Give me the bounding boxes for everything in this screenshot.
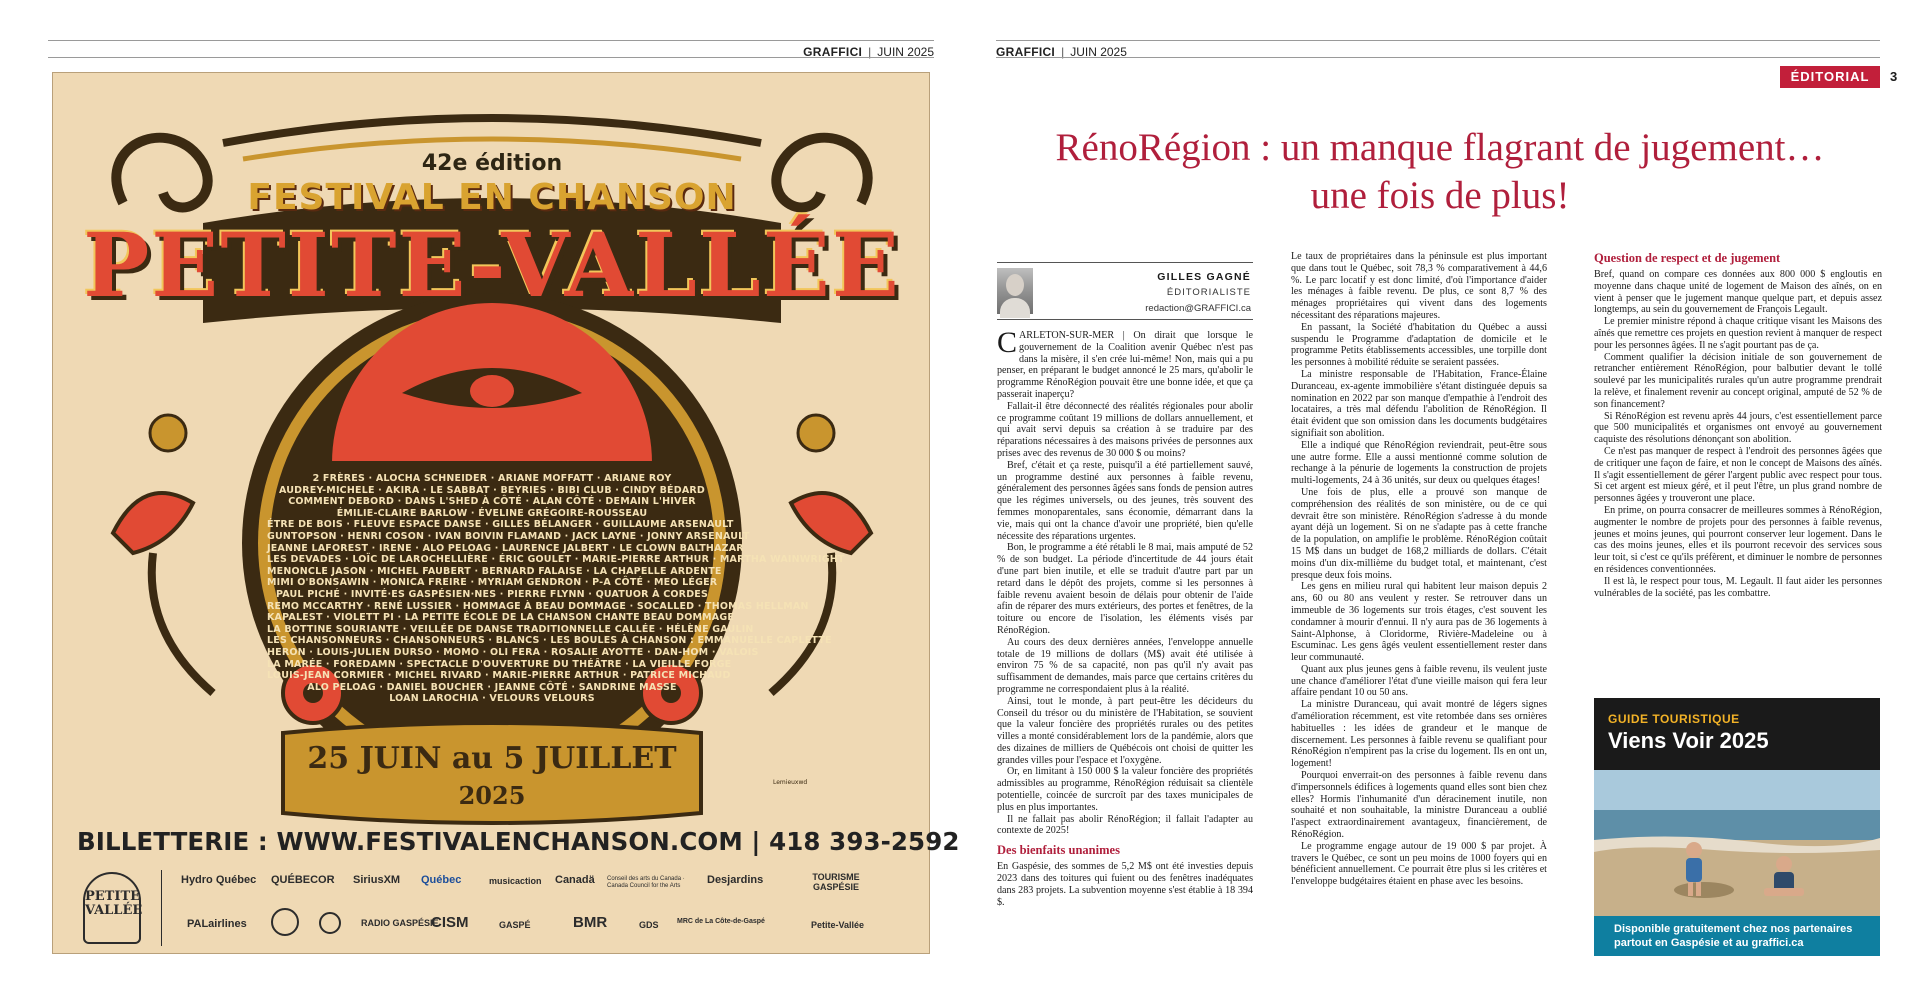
article-paragraph: Bref, quand on compare ces données aux 800 000 $ engloutis en moyenne dans chaque unité de logement de Maison des aînés, on en vient à penser que le jugement manque quelque part, et depuis assez longtemps, au sein du gouvernement de François Legault. bbox=[1594, 269, 1882, 316]
pal-airlines-logo: PALairlines bbox=[187, 918, 247, 930]
ornament-vine bbox=[152, 553, 213, 693]
article-paragraph: Fallait-il être déconnecté des réalités régionales pour abolir ce programme coûtant 19 millions de dollars annuellement, et qui avait servi depuis sa création à se traduire par des réparations nécessaires à des maisons privées de personnes aux prises avec des revenus de 30 000 $ ou moins? bbox=[997, 400, 1253, 459]
poster-festival-title: FESTIVAL EN CHANSON bbox=[247, 177, 737, 218]
running-head-right: GRAFFICI | JUIN 2025 bbox=[996, 40, 1880, 62]
artist-line: MENONCLE JASON · MICHEL FAUBERT · BERNARD FALAISE · LA CHAPELLE ARDENTE bbox=[267, 565, 722, 577]
artist-line: LOAN LAROCHIA · VELOURS VELOURS bbox=[389, 693, 595, 705]
ornament-vine bbox=[771, 553, 832, 693]
emblem-logo bbox=[319, 912, 341, 934]
article-paragraph: Ainsi, tout le monde, à part peut-être les décideurs du Conseil du trésor ou du ministère de l'Habitation, se souvient que la valeur foncière des propriétés rurales ou des petites villes a monté considérablement lors de la pandémie, alors que des dizaines de milliers de Québécois ont choisi de quitter les grandes villes pour l'espace et l'oxygène. bbox=[997, 695, 1253, 766]
artist-line: GUNTOPSON · HENRI COSON · IVAN BOIVIN FLAMAND · JACK LAYNE · JONNY ARSENAULT bbox=[267, 530, 750, 542]
article-paragraph: Le programme engage autour de 19 000 $ par projet. À travers le Québec, ce sont un peu moins de 1000 foyers qui en bénéficient annuellement. Ce pourrait être plus si les critères et l'enveloppe budgétaires étaient en phase avec les besoins. bbox=[1291, 840, 1547, 888]
article-paragraph: Elle a indiqué que RénoRégion reviendrait, peut-être sous une autre forme. Elle a aussi mentionné comme solution de rechange à la pénurie de logements la construction de projets multi-logements, 24 à 36 unités, sur deux ou quelques étages! bbox=[1291, 439, 1547, 487]
article-paragraph: La ministre Duranceau, qui avait montré de légers signes d'amélioration récemment, est vite retombée dans ses ornières habituelles : les idées de grandeur et le manque de discernement. Les personnes à faible revenu se qualifiant pour RénoRégion n'empirent pas la crise du logement. Ils en ont un, logement! bbox=[1291, 699, 1547, 770]
ad-kicker: GUIDE TOURISTIQUE bbox=[1608, 712, 1740, 726]
artist-line: ÉMILIE-CLAIRE BARLOW · ÉVELINE GRÉGOIRE-ROUSSEAU bbox=[336, 507, 648, 519]
article-paragraph: En prime, on pourra consacrer de meilleures sommes à RénoRégion, augmenter le nombre de projets pour des personnes à faible revenus, jeunes et moins jeunes, qui pourront conserver leur logement. Dans le cas des moins jeunes, elles et ils pourront recevoir des services sous leur toit, si c'est ce qu'ils préfèrent, et diminuer le nombre de personnes en résidences conventionnées. bbox=[1594, 504, 1882, 575]
article-paragraph: Il ne fallait pas abolir RénoRégion; il fallait l'adapter au contexte de 2025! bbox=[997, 813, 1253, 837]
headline-line-1: RénoRégion : un manque flagrant de jugement… bbox=[1055, 126, 1825, 169]
canada-logo: Canadä bbox=[555, 874, 595, 886]
eye-pupil bbox=[470, 375, 514, 407]
quebecor-logo: QUÉBECOR bbox=[271, 874, 335, 886]
divider bbox=[48, 57, 934, 58]
crest-logo bbox=[271, 908, 299, 936]
author-name: GILLES GAGNÉ bbox=[1157, 271, 1251, 283]
subheading-bienfaits: Des bienfaits unanimes bbox=[997, 843, 1120, 858]
artist-line: LES CHANSONNEURS · CHANSONNEURS · BLANCS · LES BOULES À CHANSON : EMMANUELLE CAPLETTE bbox=[267, 635, 832, 647]
poster-year: 2025 bbox=[458, 781, 526, 810]
festival-poster-ad bbox=[52, 72, 960, 954]
divider bbox=[161, 870, 162, 946]
ad-title: Viens Voir 2025 bbox=[1608, 728, 1769, 753]
publication-name: GRAFFICI bbox=[803, 45, 863, 59]
petite-vallee-small-logo: Petite-Vallée bbox=[811, 920, 865, 930]
artist-line: LES DEVADES · LOÏC DE LAROCHELLIÈRE · ÉRIC GOULET · MARIE-PIERRE ARTHUR · MARTHA WAINWRIGHT bbox=[267, 554, 845, 566]
article-column-1 bbox=[997, 326, 1253, 908]
section-tag: ÉDITORIAL bbox=[1780, 66, 1880, 88]
article-paragraph: En Gaspésie, des sommes de 5,2 M$ ont été investies depuis 2023 dans des toitures qui fuient ou des fenêtres inadéquates dans 283 projets. La subvention moyenne s'est établie à 18 394 $. bbox=[997, 861, 1253, 908]
article-paragraph: Pourquoi enverrait-on des personnes à faible revenu dans d'impersonnels édifices à logements quand elles sont bien chez elles? Hormis l'inhumanité d'un déracinement inutile, non souhaité et non souhaitable, la ministre Duranceau a oublié l'aspect extraordinairement avantageux, financièrement, de RénoRégion. bbox=[1291, 770, 1547, 841]
conseil-des-arts-logo: Conseil des arts du Canada · Canada Council for the Arts bbox=[607, 876, 685, 889]
artist-line: MIMI O'BONSAWIN · MONICA FREIRE · MYRIAM GENDRON · P-A CÔTÉ · MEO LÉGER bbox=[267, 577, 718, 589]
article-paragraph: Bon, le programme a été rétabli le 8 mai, mais amputé de 52 % de son budget. La période d'incertitude de 44 jours était d'une part bien inutile, et elle se traduit d'autre part par un retard dans le dépôt des projets, comme si les personnes à faible revenu avaient besoin de délais pour obtenir de l'aide afin de réparer des murs extérieurs, des portes et fenêtres, de la toiture ou encore de l'isolation, les éléments visés par RénoRégion. bbox=[997, 542, 1253, 636]
artist-line: HERON · LOUIS-JULIEN DURSO · MOMO · OLI FERA · ROSALIE AYOTTE · DAN-HOM · VALOIS bbox=[267, 646, 759, 658]
issue-date: JUIN 2025 bbox=[1070, 45, 1127, 59]
article-column-2 bbox=[1291, 251, 1547, 888]
artist-line: PAUL PICHÉ · INVITÉ·ES GASPÉSIEN·NES · PIERRE FLYNN · QUATUOR À CORDES bbox=[275, 588, 709, 600]
article-paragraph: Le premier ministre répond à chaque critique visant les Maisons des aînés que remettre ces projets en question revient à manquer de respect pour les personnes âgées. Il ne s'agit pourtant pas de ça. bbox=[1594, 316, 1882, 351]
author-role: ÉDITORIALISTE bbox=[1166, 287, 1251, 298]
poster-artist-list bbox=[267, 473, 845, 705]
poster-edition: 42e édition bbox=[421, 151, 563, 176]
ornament-bulb bbox=[798, 415, 834, 451]
artist-line: REMO MCCARTHY · RENÉ LUSSIER · HOMMAGE À BEAU DOMMAGE · SOCALLED · THOMAS HELLMAN bbox=[267, 600, 809, 612]
article-paragraph: Ce n'est pas manquer de respect à l'endroit des personnes âgées que de critiquer une façon de faire, et non le concept de Maisons des aînés. Il s'agit essentiellement de gérer l'argent public avec respect pour tous. Si cet argent est mieux géré, et il peut l'être, un plus grand nombre de personnes âgées y trouveront une place. bbox=[1594, 445, 1882, 505]
artist-line: ALO PELOAG · DANIEL BOUCHER · JEANNE CÔTÉ · SANDRINE MASSE bbox=[307, 681, 677, 693]
article-paragraph: Bref, c'était et ça reste, puisqu'il a été partiellement sauvé, un programme destiné aux personnes à faible revenu, généralement des personnes âgées sans fonds de pension autres que les régimes universels, ou des jeunes, très souvent des femmes monoparentales, sans économie, démarrant dans la vie, mais qui ont la chance d'avoir une propriété, bien qu'elle nécessite des réparations urgentes. bbox=[997, 459, 1253, 542]
poster-dates: 25 JUIN au 5 JUILLET bbox=[307, 741, 677, 776]
article-column-3 bbox=[1594, 251, 1882, 599]
page-number: 3 bbox=[1890, 69, 1898, 84]
ad-footer: Disponible gratuitement chez nos partenaires partout en Gaspésie et au graffici.ca bbox=[1594, 916, 1880, 956]
bmr-logo: BMR bbox=[573, 914, 608, 931]
artist-line: COMMENT DEBORD · DANS L'SHED À CÔTÉ · ALAN CÔTÉ · DEMAIN L'HIVER bbox=[288, 496, 696, 508]
desjardins-logo: Desjardins bbox=[707, 874, 764, 886]
headline-line-2: une fois de plus! bbox=[1310, 174, 1570, 217]
artist-line: 2 FRÈRES · ALOCHA SCHNEIDER · ARIANE MOFFATT · ARIANE ROY bbox=[312, 473, 672, 484]
gds-logo: GDS bbox=[639, 920, 659, 930]
article-paragraph: Au cours des deux dernières années, l'enveloppe annuelle totale de 19 millions de dollars (M$) avait été utilisée à environ 75 % de sa capacité, non pas qu'il n'y avait pas suffisamment de demandes, mais parce que certains critères du programme ne correspondaient plus à la réalité. bbox=[997, 636, 1253, 695]
tourisme-gaspesie-logo: TOURISME GASPÉSIE bbox=[812, 872, 860, 892]
artist-line: JEANNE LAFOREST · IRENE · ALO PELOAG · LAURENCE JALBERT · LE CLOWN BALTHAZAR bbox=[267, 542, 744, 554]
article-paragraph: Il est là, le respect pour tous, M. Legault. Il faut aider les personnes vulnérables de la société, pas les combattre. bbox=[1594, 575, 1882, 599]
article-paragraph: Or, en limitant à 150 000 $ la valeur foncière des propriétés admissibles au programme, RénoRégion réduisait sa clientèle potentielle, coincée de surcroît par des taxes municipales de plus en plus importantes. bbox=[997, 766, 1253, 813]
radio-gaspesie-logo: RADIO GASPÉSIE bbox=[361, 918, 439, 928]
poster-artist-credit: Lemieuxwd bbox=[773, 779, 808, 786]
article-paragraph: Si RénoRégion est revenu après 44 jours, c'est essentiellement parce que 500 municipalités et organismes ont envoyé au gouvernement caquiste des résolutions dénonçant son abolition. bbox=[1594, 410, 1882, 446]
article-paragraph: Comment qualifier la décision initiale de son gouvernement de retrancher entièrement RénoRégion, pour balbutier devant le tollé soulevé par les municipalités rurales qu'un autre programme prendrait la relève, et finalement revenir au concept original, amputé de 52 % de son financement? bbox=[1594, 351, 1882, 410]
artist-line: LA BOTTINE SOURIANTE · VEILLÉE DE DANSE TRADITIONNELLE CALLÉE · HÉLÈNE GAULIN bbox=[267, 623, 754, 635]
artist-line: ÉTRE DE BOIS · FLEUVE ESPACE DANSE · GILLES BÉLANGER · GUILLAUME ARSENAULT bbox=[267, 519, 734, 531]
article-lead-paragraph bbox=[997, 326, 1253, 401]
poster-ticket-line: BILLETTERIE : WWW.FESTIVALENCHANSON.COM | 418 393-2592 bbox=[77, 827, 960, 856]
artist-line: LA MARÉE · FOREDAMN · SPECTACLE D'OUVERTURE DU THÉÂTRE · LA VIEILLE FORGE bbox=[267, 658, 732, 670]
ornament-bulb bbox=[150, 415, 186, 451]
article-paragraph: Le taux de propriétaires dans la péninsule est plus important que dans tout le Québec, soit 78,3 % comparativement à 44,6 %. Le parc locatif y est donc limité, d'où l'importance d'aider les ménages à faible revenu. De plus, ce sont 8,7 % des ménages propriétaires qui vivent dans des logements nécessitant des réparations majeures. bbox=[1291, 251, 1547, 321]
editorial-headline bbox=[1000, 124, 1880, 220]
subheading-respect: Question de respect et de jugement bbox=[1594, 251, 1781, 265]
musicaction-logo: musicaction bbox=[489, 876, 542, 886]
article-paragraph: Quant aux plus jeunes gens à faible revenu, ils veulent juste une chance d'améliorer l'état d'une vieille maison qui fera leur affaire pendant 10 ou 50 ans. bbox=[1291, 663, 1547, 699]
article-paragraph: La ministre responsable de l'Habitation, France-Élaine Duranceau, ex-agente immobilière s'étant distinguée depuis sa nomination en 2022 par son manque d'empathie à l'endroit des locataires, a très mal défendu l'abolition de RénoRégion. Il était évident que son omission dans les documents budgétaires signifiait son abolition. bbox=[1291, 368, 1547, 439]
cism-logo: CISM bbox=[431, 914, 469, 931]
artist-line: LOUIS-JEAN CORMIER · MICHEL RIVARD · MARIE-PIERRE ARTHUR · PATRICE MICHAUD bbox=[267, 670, 731, 682]
artist-line: AUDREY-MICHELE · AKIRA · LE SABBAT · BEYRIES · BIBI CLUB · CINDY BÉDARD bbox=[279, 484, 705, 496]
divider bbox=[996, 57, 1880, 58]
artist-line: KAPALEST · VIOLETT PI · LA PETITE ÉCOLE DE LA CHANSON CHANTE BEAU DOMMAGE bbox=[267, 612, 735, 624]
running-head-left: GRAFFICI | JUIN 2025 bbox=[48, 40, 934, 62]
poster-festival-name: PETITE-VALLÉE bbox=[83, 213, 901, 317]
bird-left bbox=[113, 493, 193, 553]
publication-name: GRAFFICI bbox=[996, 45, 1056, 59]
logo-text: PETITE VALLÉE bbox=[85, 889, 143, 918]
mrc-logo: MRC de La Côte-de-Gaspé bbox=[677, 918, 765, 925]
quebec-logo: Québec bbox=[421, 874, 462, 886]
author-photo bbox=[997, 268, 1033, 314]
petite-vallee-logo bbox=[83, 872, 141, 944]
guide-touristique-ad[interactable] bbox=[1594, 698, 1880, 956]
article-paragraph: Une fois de plus, elle a prouvé son manque de compréhension des réalités de son ministère, ou de ce qui devrait être son ministère. RénoRégion s'adresse à du monde ayant déjà un logement. Si on ne s'adapte pas à cette franche de la population, on amplifie le problème. RénoRégion coûtait 15 M$ dans un budget de 168,2 milliards de dollars. C'était moins d'un dix-millième du budget total, et maintenant, c'est presque deux fois moins. bbox=[1291, 486, 1547, 581]
paragraph-text: ARLETON-SUR-MER | On dirait que lorsque le gouvernement de la Coalition avenir Québec n'est pas dans la misère, il s'en crée lui-même! Non, mais qui a pu penser, en préparant le budget annoncé le 25 mars, qu'abolir le programme RénoRégion pouvait être une bonne idée, et que ça passerait inaperçu? bbox=[997, 330, 1253, 400]
beach-photo bbox=[1594, 770, 1880, 916]
drop-cap: C bbox=[997, 326, 1018, 359]
author-email[interactable]: redaction@GRAFFICI.ca bbox=[1145, 303, 1251, 314]
siriusxm-logo: SiriusXM bbox=[353, 874, 401, 886]
bird-right bbox=[791, 493, 871, 553]
article-paragraph: Les gens en milieu rural qui habitent leur maison depuis 2 ans, 60 ou 80 ans veulent y rester. Se retrouver dans un immeuble de 36 logements sur trois étages, c'est souvent les condamner à mourir d'ennui. Il n'y aura pas de 36 logements à Saint-Alphonse, à Cloridorme, Rivière-Madeleine ou à Escuminac. Les gens âgés veulent essentiellement rester dans leur communauté. bbox=[1291, 581, 1547, 664]
byline bbox=[997, 262, 1253, 320]
issue-date: JUIN 2025 bbox=[877, 45, 934, 59]
sponsor-logos bbox=[71, 866, 917, 950]
article-paragraph: En passant, la Société d'habitation du Québec a aussi suspendu le Programme d'adaptation de domicile et le programme Petits établissements accessibles, une torpille dont les personnes à mobilité réduite se seraient passées. bbox=[1291, 321, 1547, 369]
hydro-quebec-logo: Hydro Québec bbox=[181, 874, 257, 886]
gaspe-logo: GASPÉ bbox=[499, 920, 531, 930]
